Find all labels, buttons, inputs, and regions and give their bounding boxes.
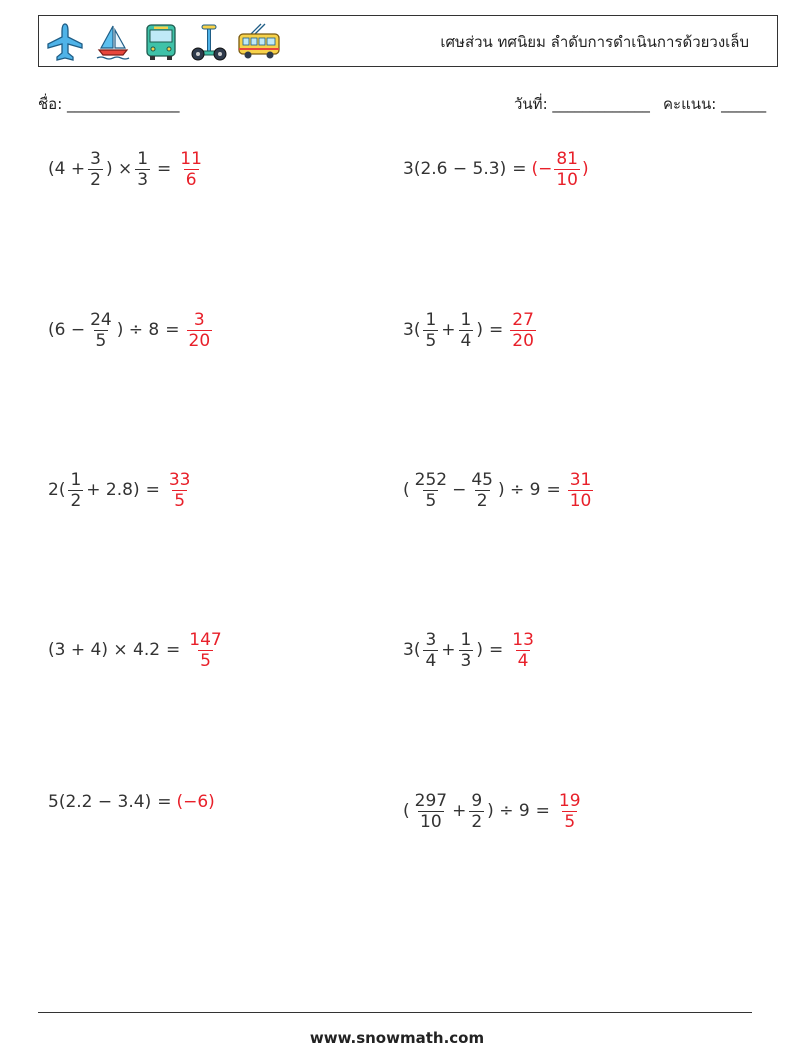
- fraction: [423, 310, 438, 351]
- answer-denominator: 6: [185, 169, 197, 190]
- fraction: [88, 149, 103, 190]
- answer: [531, 149, 588, 190]
- answer-numerator: 81: [556, 148, 578, 169]
- fraction: [68, 470, 83, 511]
- problem-4: [402, 305, 538, 355]
- answer-denominator: 5: [174, 490, 186, 511]
- problem-6: [402, 465, 595, 515]
- expr-text: 3(: [403, 640, 421, 660]
- segway-icon: [189, 22, 229, 62]
- expr-text: (3 + 4) × 4.2: [48, 640, 161, 660]
- fraction: [413, 791, 449, 832]
- numerator: 24: [90, 309, 112, 330]
- expr-text: −: [452, 480, 467, 500]
- numerator: 252: [414, 469, 448, 490]
- answer-open: (−: [531, 159, 553, 179]
- numerator: 1: [460, 629, 472, 650]
- expr-text: 3(2.6 − 5.3): [403, 159, 507, 179]
- expr-text: (: [403, 801, 410, 821]
- answer: [165, 470, 195, 511]
- expr-text: (6 −: [48, 320, 86, 340]
- fraction: [459, 310, 474, 351]
- worksheet-title: เศษส่วน ทศนิยม ลำดับการดำเนินการด้วยวงเล็บ: [440, 33, 749, 51]
- expr-text: (: [403, 480, 410, 500]
- fraction: [459, 630, 474, 671]
- numerator: 9: [471, 790, 483, 811]
- sailboat-icon: [93, 22, 133, 62]
- equals-sign: =: [546, 480, 561, 500]
- footer-website: www.snowmath.com: [309, 1029, 485, 1047]
- expr-text: + 2.8): [86, 480, 140, 500]
- equals-sign: =: [165, 320, 180, 340]
- answer: [508, 630, 538, 671]
- denominator: 5: [425, 330, 437, 351]
- answer: [566, 470, 596, 511]
- answer-numerator: 11: [180, 148, 202, 169]
- equals-sign: =: [145, 480, 160, 500]
- date-field: วันที่: _____________: [514, 95, 650, 113]
- expr-text: 2(: [48, 480, 66, 500]
- fraction: [469, 791, 484, 832]
- numerator: 3: [425, 629, 437, 650]
- bus-icon: [141, 22, 181, 62]
- expr-text: ) ÷ 8: [116, 320, 160, 340]
- answer-numerator: 19: [558, 790, 581, 811]
- denominator: 2: [471, 811, 483, 832]
- equals-sign: =: [166, 640, 181, 660]
- answer-denominator: 5: [564, 811, 576, 832]
- denominator: 3: [460, 650, 472, 671]
- answer-numerator: 13: [512, 629, 534, 650]
- answer: (−6): [176, 792, 215, 812]
- equals-sign: =: [489, 640, 504, 660]
- score-field: คะแนน: ______: [663, 95, 767, 113]
- problem-5: [47, 465, 195, 515]
- equals-sign: =: [157, 792, 172, 812]
- problem-9: [47, 777, 215, 827]
- answer-close: ): [582, 159, 589, 179]
- denominator: 5: [425, 490, 437, 511]
- problem-8: [402, 625, 538, 675]
- fraction: [413, 470, 449, 511]
- answer: [508, 310, 538, 351]
- numerator: 45: [471, 469, 493, 490]
- answer-numerator: 27: [512, 309, 534, 330]
- answer-numerator: 31: [569, 469, 592, 490]
- denominator: 2: [70, 490, 82, 511]
- worksheet-header: [38, 15, 778, 67]
- answer: [185, 630, 225, 671]
- expr-text: (4 +: [48, 159, 86, 179]
- answer-denominator: 5: [200, 650, 211, 671]
- problem-3: [47, 305, 214, 355]
- expr-text: +: [452, 801, 467, 821]
- equals-sign: =: [157, 159, 172, 179]
- trolleybus-icon: [237, 22, 281, 62]
- expr-text: 3(: [403, 320, 421, 340]
- denominator: 2: [476, 490, 488, 511]
- problem-1: [47, 144, 206, 194]
- answer-denominator: 10: [569, 490, 592, 511]
- answer-numerator: 33: [168, 469, 191, 490]
- expr-text: ) ×: [105, 159, 133, 179]
- answer-denominator: 20: [512, 330, 534, 351]
- numerator: 1: [70, 469, 82, 490]
- name-field: ชื่อ: _______________: [38, 95, 180, 113]
- answer: [185, 310, 215, 351]
- airplane-icon: [45, 22, 85, 62]
- equals-sign: =: [489, 320, 504, 340]
- expr-text: 5(2.2 − 3.4): [48, 792, 152, 812]
- expr-text: ): [476, 320, 483, 340]
- expr-text: ) ÷ 9: [487, 801, 530, 821]
- answer-numerator: 3: [193, 309, 205, 330]
- denominator: 4: [425, 650, 437, 671]
- equals-sign: =: [512, 159, 527, 179]
- fraction: [469, 470, 495, 511]
- header-icons: [45, 22, 281, 62]
- fraction: [88, 310, 114, 351]
- answer-denominator: 4: [517, 650, 529, 671]
- expr-text: ) ÷ 9: [497, 480, 541, 500]
- answer-numerator: 147: [189, 629, 222, 650]
- numerator: 3: [90, 148, 101, 169]
- expr-text: ): [476, 640, 483, 660]
- denominator: 2: [90, 169, 101, 190]
- answer: [176, 149, 206, 190]
- problem-10: [402, 786, 585, 836]
- equals-sign: =: [535, 801, 550, 821]
- numerator: 1: [460, 309, 472, 330]
- answer-denominator: 10: [556, 169, 578, 190]
- fraction: [423, 630, 438, 671]
- footer-divider: [38, 1012, 752, 1013]
- problem-7: [47, 625, 226, 675]
- problem-2: [402, 144, 589, 194]
- answer-denominator: 20: [188, 330, 211, 351]
- fraction: [135, 149, 150, 190]
- denominator: 5: [95, 330, 107, 351]
- denominator: 10: [420, 811, 442, 832]
- answer: [555, 791, 585, 832]
- denominator: 3: [137, 169, 149, 190]
- expr-text: +: [441, 320, 456, 340]
- numerator: 1: [425, 309, 437, 330]
- denominator: 4: [460, 330, 472, 351]
- numerator: 297: [414, 790, 448, 811]
- numerator: 1: [137, 148, 149, 169]
- expr-text: +: [441, 640, 456, 660]
